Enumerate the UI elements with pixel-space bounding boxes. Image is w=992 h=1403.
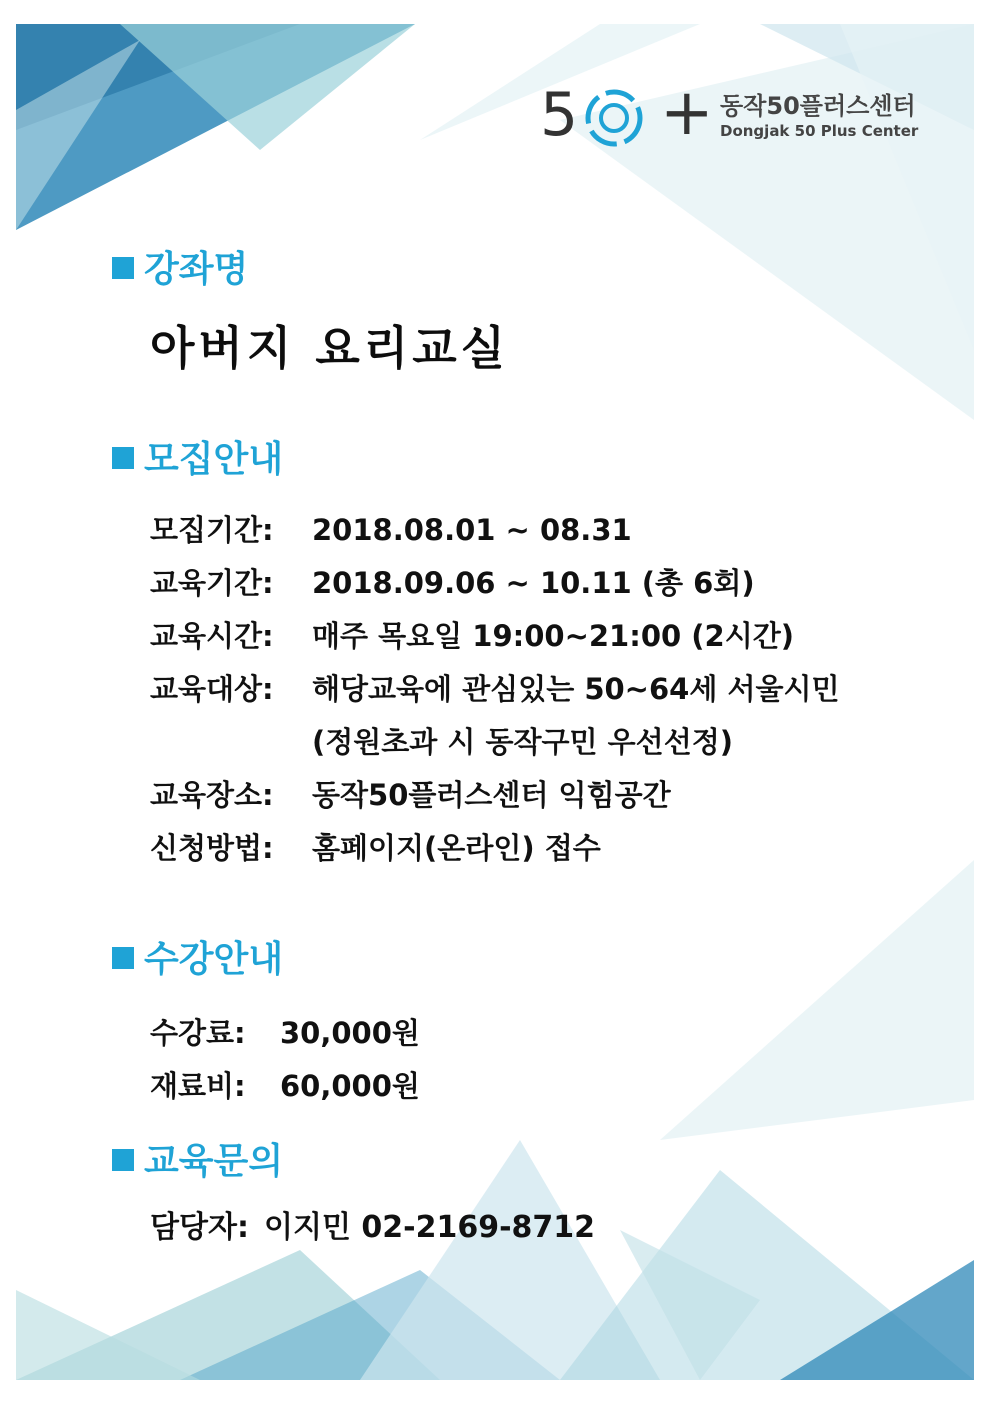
center-logo [540, 76, 950, 152]
contact-label: 담당자: [150, 1210, 249, 1245]
material-value: 60,000원 [280, 1069, 420, 1103]
square-bullet-icon [112, 447, 134, 469]
course-title: 아버지 요리교실 [150, 321, 510, 375]
material-row [150, 1066, 420, 1106]
target-value-line2: (정원초과 시 동작구민 우선선정) [312, 725, 733, 759]
logo-name-en: Dongjak 50 Plus Center [720, 122, 919, 140]
edu-time-value: 매주 목요일 19:00~21:00 (2시간) [312, 619, 794, 653]
contact-value: 이지민 02-2169-8712 [264, 1210, 596, 1245]
section-heading-text: 모집안내 [144, 439, 284, 480]
logo-ring-icon [580, 88, 668, 148]
edu-period-label: 교육기간: [150, 566, 274, 600]
target-value: 해당교육에 관심있는 50~64세 서울시민 [312, 672, 840, 706]
place-label: 교육장소: [150, 778, 274, 812]
recruit-period-row [150, 510, 632, 550]
apply-value: 홈페이지(온라인) 접수 [312, 831, 601, 865]
square-bullet-icon [112, 257, 134, 279]
place-row [150, 775, 671, 815]
recruit-period-value: 2018.08.01 ~ 08.31 [312, 513, 632, 547]
section-heading-text: 교육문의 [144, 1141, 284, 1182]
apply-label: 신청방법: [150, 831, 274, 865]
square-bullet-icon [112, 947, 134, 969]
target-label: 교육대상: [150, 672, 274, 706]
place-value: 동작50플러스센터 익힘공간 [312, 778, 671, 812]
contact-row [150, 1208, 595, 1248]
logo-name-ko: 동작50플러스센터 [720, 92, 916, 120]
section-heading-text: 수강안내 [144, 939, 284, 980]
recruit-period-label: 모집기간: [150, 513, 274, 547]
edu-time-row [150, 616, 794, 656]
tuition-row [150, 1013, 420, 1053]
section-heading-course-name [112, 248, 248, 292]
section-heading-text: 강좌명 [144, 249, 249, 290]
logo-plus: + [660, 76, 714, 150]
edu-time-label: 교육시간: [150, 619, 274, 653]
apply-row [150, 828, 601, 868]
section-heading-recruit [112, 438, 283, 482]
tuition-value: 30,000원 [280, 1016, 420, 1050]
square-bullet-icon [112, 1149, 134, 1171]
material-label: 재료비: [150, 1069, 246, 1103]
edu-period-row [150, 563, 755, 603]
section-heading-inquiry [112, 1140, 283, 1184]
edu-period-value: 2018.09.06 ~ 10.11 (총 6회) [312, 566, 755, 600]
target-row [150, 669, 840, 709]
tuition-label: 수강료: [150, 1016, 246, 1050]
section-heading-fee [112, 938, 283, 982]
logo-number: 5 [540, 80, 577, 150]
